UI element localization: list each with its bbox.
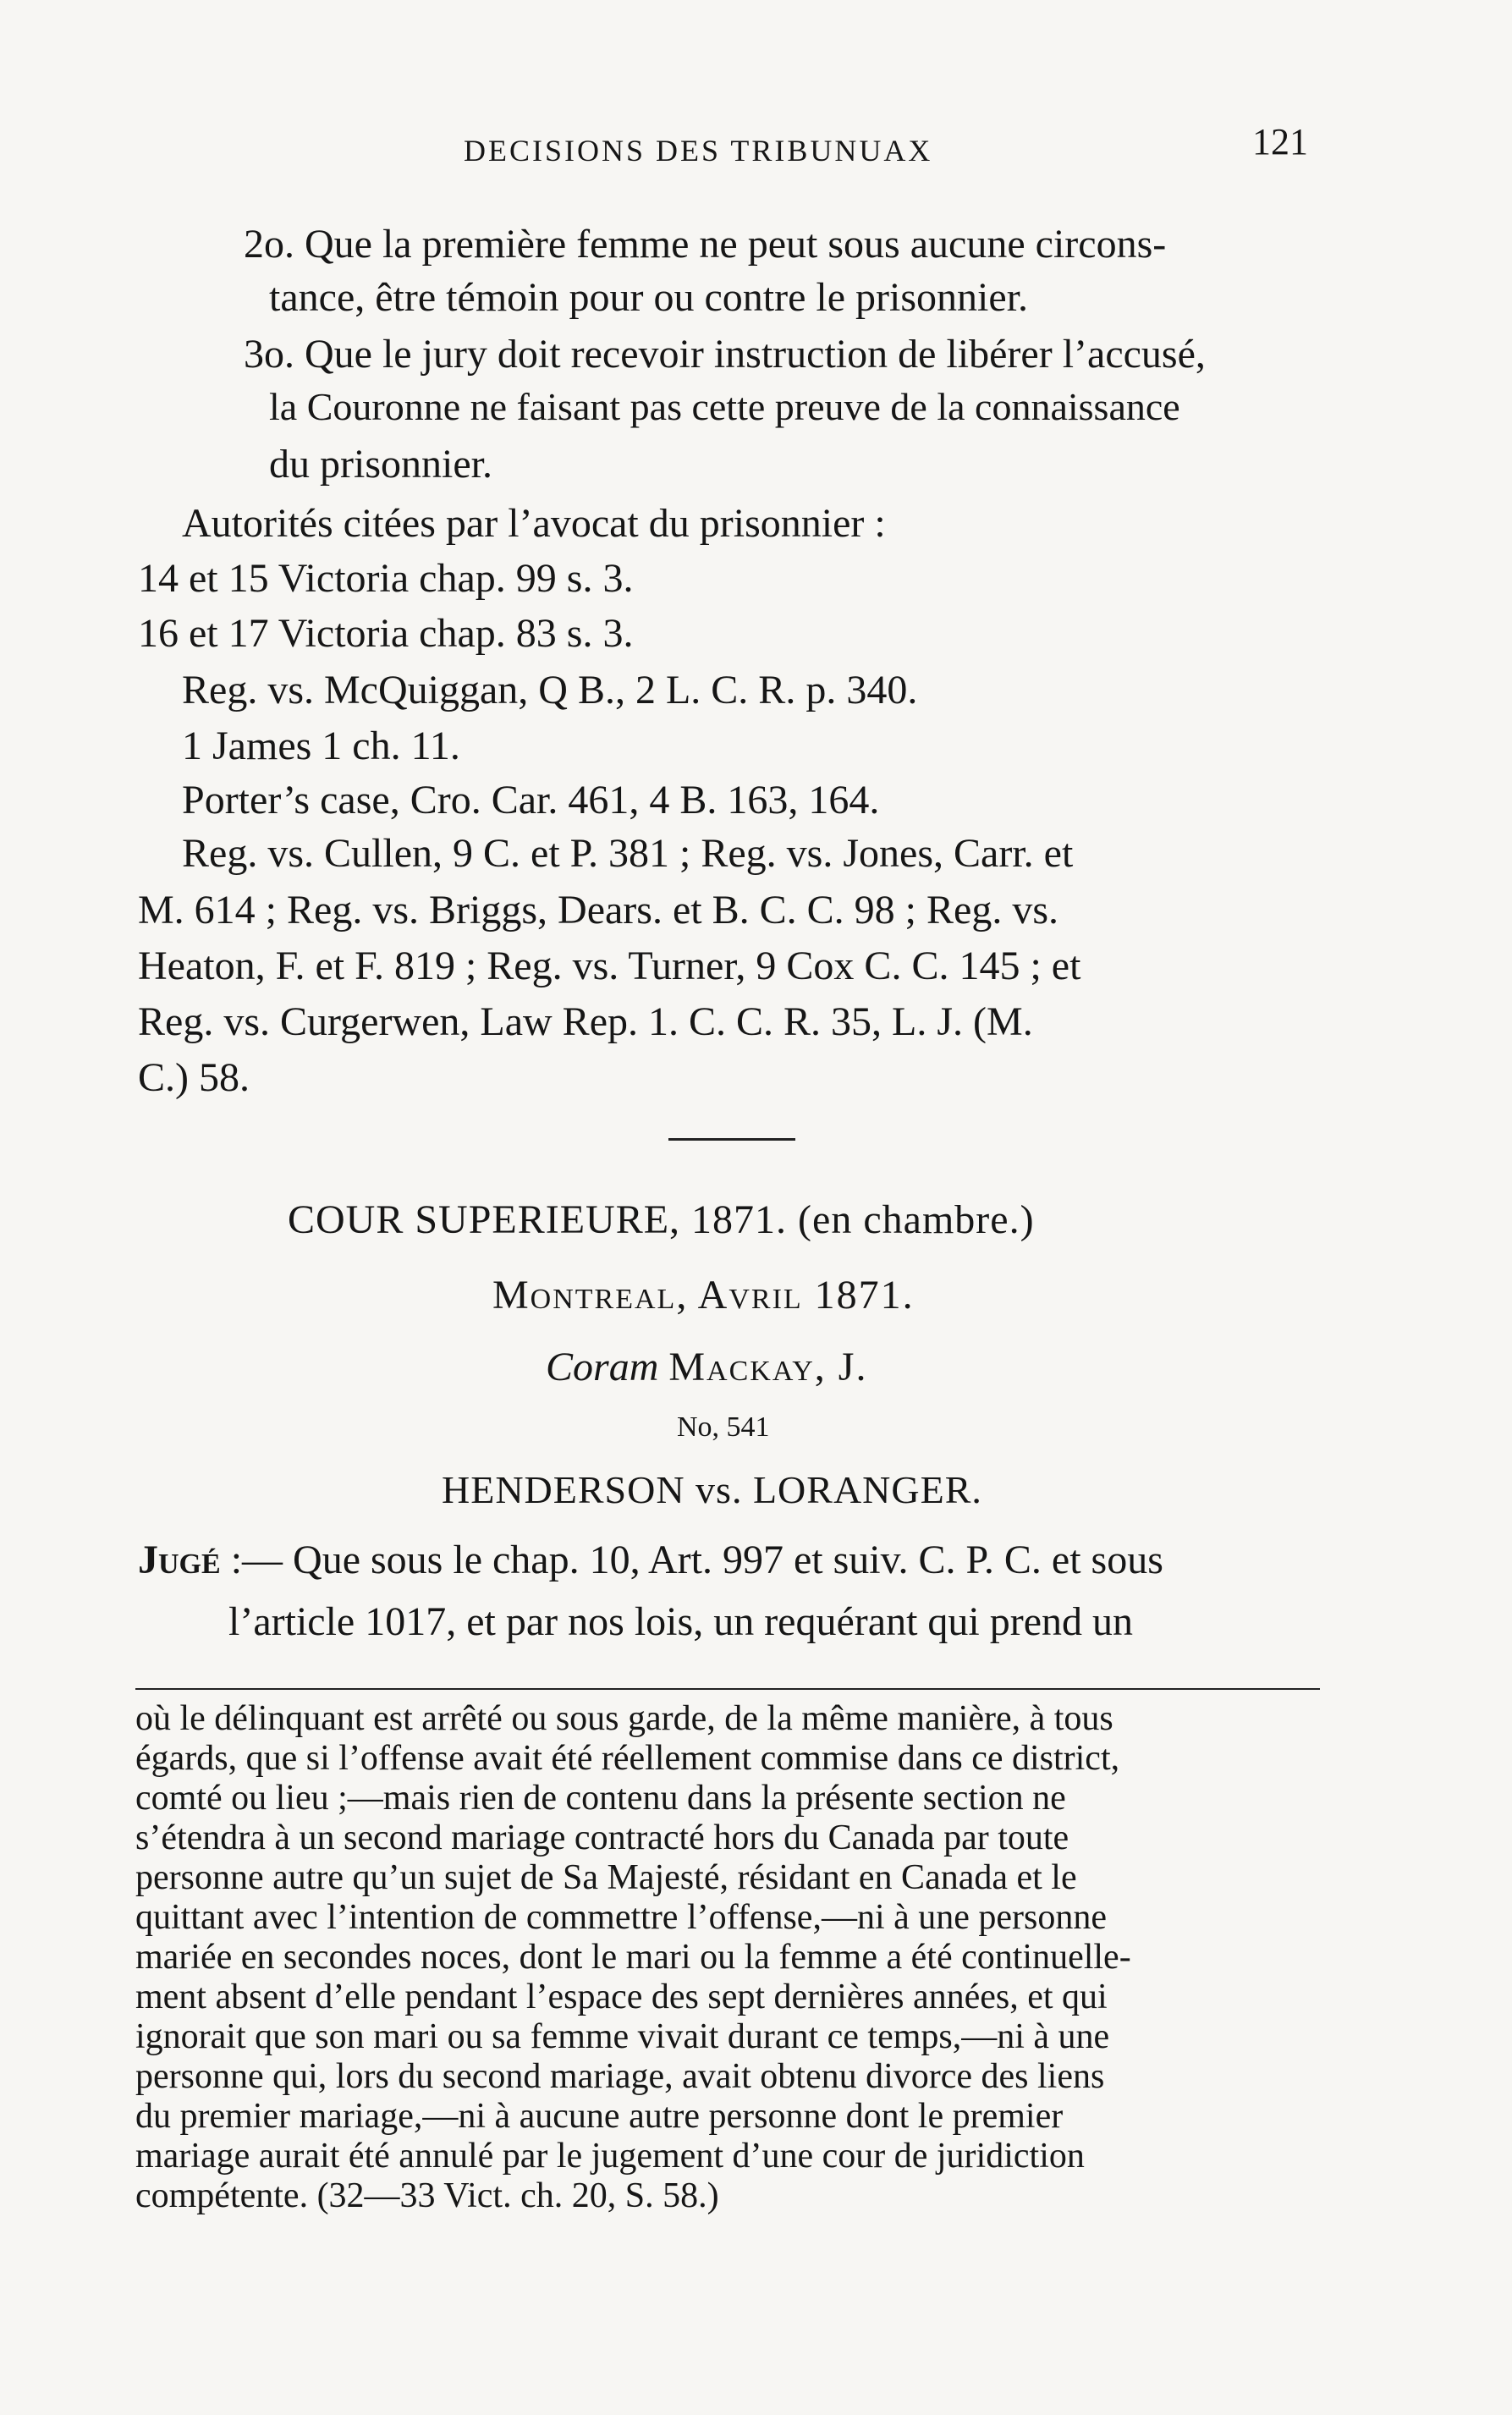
- body-line: M. 614 ; Reg. vs. Briggs, Dears. et B. C. C. 98 ; Reg. vs.: [138, 888, 1058, 932]
- case-parties: HENDERSON vs. LORANGER.: [442, 1468, 982, 1511]
- footnote-line: comté ou lieu ;—mais rien de contenu dans la présente section ne: [135, 1779, 1066, 1818]
- case-number: No, 541: [677, 1411, 770, 1443]
- footnote-line: personne autre qu’un sujet de Sa Majesté, résidant en Canada et le: [135, 1858, 1077, 1897]
- holding-line-2: l’article 1017, et par nos lois, un requérant qui prend un: [228, 1599, 1134, 1644]
- footnote-line: quittant avec l’intention de commettre l’offense,—ni à une personne: [135, 1898, 1108, 1937]
- body-line: Reg. vs. Cullen, 9 C. et P. 381 ; Reg. vs. Jones, Carr. et: [182, 831, 1074, 876]
- body-line: Reg. vs. McQuiggan, Q B., 2 L. C. R. p. 340.: [182, 668, 918, 712]
- body-line: Autorités citées par l’avocat du prisonnier :: [182, 501, 886, 546]
- body-line: du prisonnier.: [269, 442, 492, 487]
- body-line: 1 James 1 ch. 11.: [182, 723, 460, 768]
- body-line: Porter’s case, Cro. Car. 461, 4 B. 163, 164.: [182, 778, 880, 822]
- footnote-line: personne qui, lors du second mariage, avait obtenu divorce des liens: [135, 2057, 1105, 2096]
- footnote-line: mariage aurait été annulé par le jugement d’une cour de juridiction: [135, 2137, 1085, 2176]
- footnote-line: du premier mariage,—ni à aucune autre personne dont le premier: [135, 2097, 1064, 2136]
- section-divider: [668, 1138, 795, 1141]
- footnote-line: ignorait que son mari ou sa femme vivait durant ce temps,—ni à une: [135, 2017, 1110, 2056]
- coram-line: [546, 1347, 868, 1388]
- body-line: Heaton, F. et F. 819 ; Reg. vs. Turner, 9 Cox C. C. 145 ; et: [138, 943, 1081, 988]
- footnote-line: mariée en secondes noces, dont le mari ou la femme a été continuelle-: [135, 1938, 1131, 1977]
- body-line: 2o. Que la première femme ne peut sous aucune circons-: [244, 222, 1167, 267]
- body-line: Reg. vs. Curgerwen, Law Rep. 1. C. C. R. 35, L. J. (M.: [138, 999, 1033, 1044]
- body-line: 3o. Que le jury doit recevoir instruction de libérer l’accusé,: [244, 332, 1206, 377]
- body-line: 14 et 15 Victoria chap. 99 s. 3.: [138, 556, 634, 601]
- body-line: 16 et 17 Victoria chap. 83 s. 3.: [138, 611, 634, 656]
- body-line: C.) 58.: [138, 1055, 250, 1100]
- holding-line-1: [138, 1540, 1163, 1581]
- footnote-line: s’étendra à un second mariage contracté hors du Canada par toute: [135, 1818, 1069, 1857]
- coram-label: Coram: [546, 1345, 659, 1389]
- holding-label: Jugé: [138, 1538, 221, 1582]
- footnote-line: ment absent d’elle pendant l’espace des sept dernières années, et qui: [135, 1978, 1108, 2016]
- place-date: Montreal, Avril 1871.: [492, 1273, 915, 1318]
- footnote-rule: [135, 1688, 1320, 1690]
- footnote-line: où le délinquant est arrêté ou sous garde, de la même manière, à tous: [135, 1699, 1113, 1738]
- judge-name: Mackay, J.: [668, 1345, 868, 1389]
- court-heading: COUR SUPERIEURE, 1871. (en chambre.): [288, 1197, 1035, 1242]
- footnote-line: compétente. (32—33 Vict. ch. 20, S. 58.): [135, 2176, 719, 2215]
- running-title: DECISIONS DES TRIBUNUAX: [464, 134, 933, 168]
- page-number: 121: [1252, 121, 1308, 162]
- body-line: la Couronne ne faisant pas cette preuve de la connaissance: [269, 385, 1180, 428]
- body-line: tance, être témoin pour ou contre le prisonnier.: [269, 275, 1029, 320]
- holding-text: :— Que sous le chap. 10, Art. 997 et suiv. C. P. C. et sous: [220, 1538, 1163, 1582]
- footnote-line: égards, que si l’offense avait été réellement commise dans ce district,: [135, 1739, 1120, 1778]
